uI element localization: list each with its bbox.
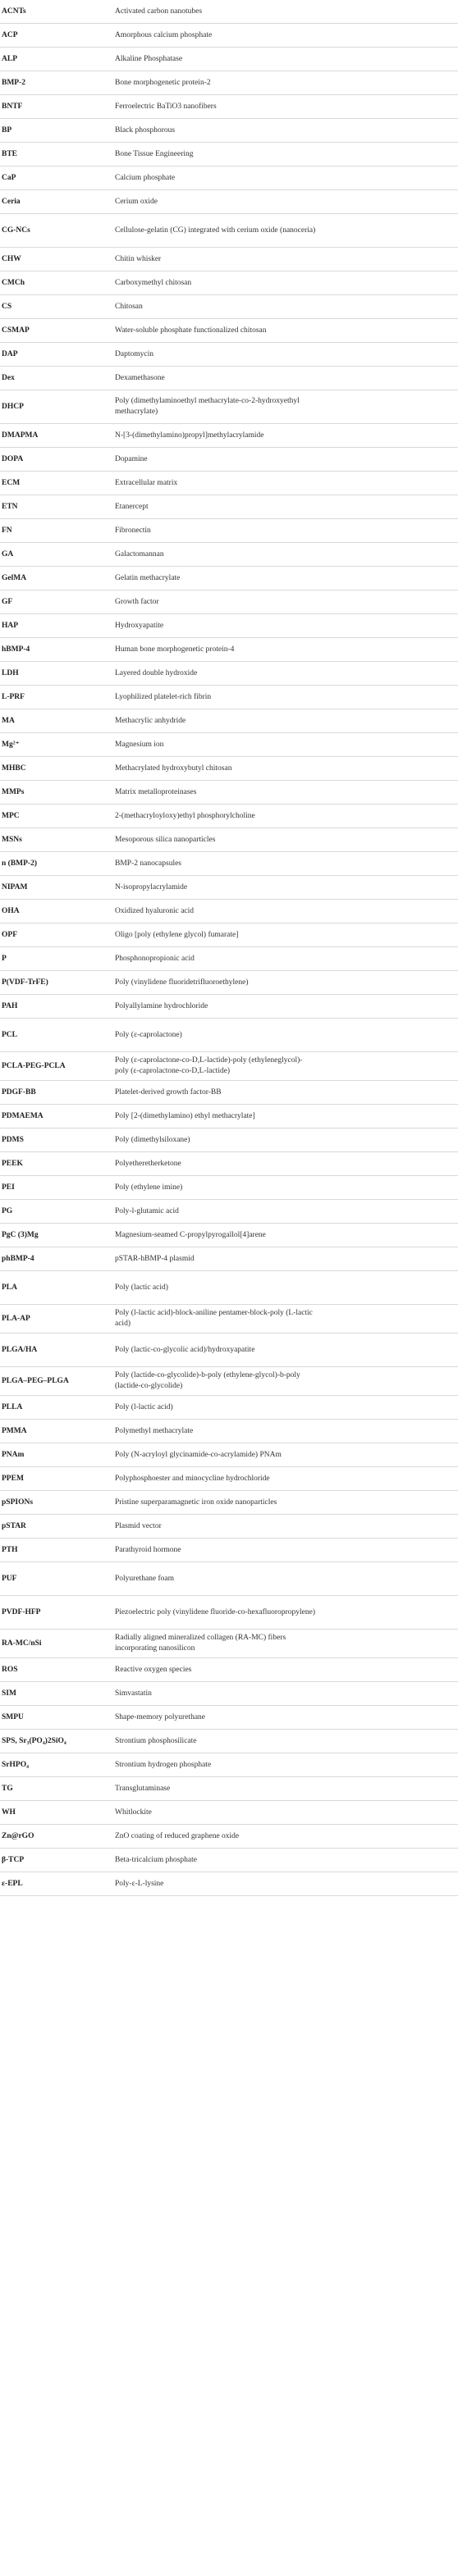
table-row	[0, 852, 458, 876]
definition-cell: Simvastatin	[115, 1689, 152, 1698]
definition-cell: Mesoporous silica nanoparticles	[115, 835, 216, 844]
table-row	[0, 1128, 458, 1152]
table-row	[0, 0, 458, 24]
abbreviation-cell: PTH	[2, 1545, 18, 1554]
definition-cell: Parathyroid hormone	[115, 1545, 181, 1554]
definition-cell: Black phosphorous	[115, 125, 176, 134]
table-row	[0, 543, 458, 567]
abbreviation-cell: BP	[2, 125, 12, 134]
table-row	[0, 519, 458, 543]
definition-cell: Poly (N-acryloyl glycinamide-co-acrylamide) PNAm	[115, 1450, 282, 1459]
definition-cell: Daptomycin	[115, 349, 153, 358]
abbreviation-cell: GelMA	[2, 573, 27, 582]
definition-cell: Strontium hydrogen phosphate	[115, 1760, 212, 1769]
table-row	[0, 1271, 458, 1305]
definition-cell: Poly (ε-caprolactone)	[115, 1030, 182, 1039]
definition-cell: ZnO coating of reduced graphene oxide	[115, 1831, 240, 1840]
table-row	[0, 1872, 458, 1896]
definition-cell: Poly (lactic-co-glycolic acid)/hydroxyapatite	[115, 1345, 255, 1354]
definition-cell: Phosphonopropionic acid	[115, 954, 195, 963]
abbreviation-cell: P	[2, 954, 7, 963]
abbreviation-cell: HAP	[2, 621, 19, 630]
definition-cell: Poly-l-glutamic acid	[115, 1206, 179, 1215]
definition-cell: Cerium oxide	[115, 197, 158, 206]
definition-cell: Plasmid vector	[115, 1521, 162, 1530]
abbreviation-cell: ALP	[2, 54, 17, 63]
abbreviation-cell: PDGF-BB	[2, 1087, 36, 1097]
abbreviation-cell: PAH	[2, 1001, 18, 1010]
table-row	[0, 71, 458, 95]
table-row	[0, 686, 458, 709]
definition-cell: Bone Tissue Engineering	[115, 149, 194, 158]
abbreviation-cell: PG	[2, 1206, 13, 1215]
definition-cell: Poly (dimethylaminoethyl methacrylate-co-2-hydroxyethyl methacrylate)	[115, 397, 300, 416]
abbreviation-cell: PgC (3)Mg	[2, 1230, 39, 1239]
definition-cell: Activated carbon nanotubes	[115, 7, 203, 16]
table-row	[0, 757, 458, 781]
table-row	[0, 1801, 458, 1825]
definition-cell: Poly (dimethylsiloxane)	[115, 1135, 190, 1144]
table-row	[0, 95, 458, 119]
table-row	[0, 567, 458, 590]
definition-cell: Poly (ε-caprolactone-co-D,L-lactide)-poly (ethyleneglycol)-poly (ε-caprolactone-co-D,L-lactide)	[115, 1056, 303, 1075]
definition-cell: Poly (lactide-co-glycolide)-b-poly (ethylene-glycol)-b-poly (lactide-co-glycolide)	[115, 1371, 300, 1390]
table-row	[0, 1152, 458, 1176]
definition-cell: Methacrylated hydroxybutyl chitosan	[115, 764, 232, 773]
abbreviation-cell: TG	[2, 1784, 13, 1793]
definition-cell: Poly [2-(dimethylamino) ethyl methacrylate]	[115, 1111, 255, 1120]
definition-cell: Etanercept	[115, 502, 149, 511]
abbreviation-cell: PLA	[2, 1283, 17, 1292]
abbreviation-cell: CMCh	[2, 278, 25, 287]
abbreviation-cell: SMPU	[2, 1712, 24, 1721]
abbreviation-cell: MMPs	[2, 787, 25, 796]
definition-cell: Platelet-derived growth factor-BB	[115, 1087, 222, 1097]
abbreviation-cell: RA-MC/nSi	[2, 1639, 42, 1648]
abbreviation-cell: PDMAEMA	[2, 1111, 44, 1120]
abbreviation-cell: LDH	[2, 668, 19, 677]
definition-cell: Poly (l-lactic acid)-block-aniline pentamer-block-poly (L-lactic acid)	[115, 1309, 313, 1328]
table-row	[0, 709, 458, 733]
table-row	[0, 24, 458, 48]
definition-cell: Dopamine	[115, 454, 148, 463]
abbreviation-cell: PMMA	[2, 1426, 27, 1435]
table-row	[0, 214, 458, 248]
definition-cell: Fibronectin	[115, 526, 151, 535]
abbreviation-cell: SIM	[2, 1689, 16, 1698]
table-row	[0, 590, 458, 614]
table-row	[0, 1515, 458, 1539]
table-row	[0, 367, 458, 390]
abbreviation-cell: PCLA-PEG-PCLA	[2, 1061, 66, 1070]
definition-cell: Extracellular matrix	[115, 478, 178, 487]
abbreviation-cell: PLA-AP	[2, 1314, 30, 1323]
abbreviation-cell: PUF	[2, 1574, 17, 1583]
table-row	[0, 343, 458, 367]
abbreviation-cell: Ceria	[2, 197, 21, 206]
table-row	[0, 1052, 458, 1081]
definition-cell: Oxidized hyaluronic acid	[115, 906, 195, 915]
table-row	[0, 1753, 458, 1777]
table-row	[0, 1443, 458, 1467]
definition-cell: Ferroelectric BaTiO3 nanofibers	[115, 102, 217, 111]
definition-cell: Layered double hydroxide	[115, 668, 198, 677]
table-row	[0, 1396, 458, 1420]
abbreviation-cell: ETN	[2, 502, 18, 511]
definition-cell: pSTAR-hBMP-4 plasmid	[115, 1254, 195, 1263]
abbreviation-cell: β-TCP	[2, 1855, 25, 1864]
abbreviation-cell: CaP	[2, 173, 16, 182]
table-row	[0, 828, 458, 852]
abbreviation-cell: BNTF	[2, 102, 23, 111]
definition-cell: Poly (lactic acid)	[115, 1283, 168, 1292]
table-row	[0, 1224, 458, 1247]
definition-cell: Dexamethasone	[115, 373, 165, 382]
definition-cell: BMP-2 nanocapsules	[115, 859, 182, 868]
table-row	[0, 1334, 458, 1367]
abbreviation-cell: ECM	[2, 478, 21, 487]
abbreviation-cell: DMAPMA	[2, 431, 39, 440]
table-row	[0, 295, 458, 319]
table-row	[0, 248, 458, 271]
table-row	[0, 190, 458, 214]
definition-cell: Poly (vinylidene fluoridetrifluoroethylene)	[115, 978, 249, 987]
table-row	[0, 805, 458, 828]
definition-cell: Bone morphogenetic protein-2	[115, 78, 211, 87]
table-row	[0, 876, 458, 900]
definition-cell: Polyurethane foam	[115, 1574, 175, 1583]
definition-cell: Beta-tricalcium phosphate	[115, 1855, 197, 1864]
abbreviation-cell: ROS	[2, 1665, 18, 1674]
abbreviation-cell: DAP	[2, 349, 18, 358]
abbreviation-cell: P(VDF-TrFE)	[2, 978, 48, 987]
abbreviation-cell: GF	[2, 597, 13, 606]
abbreviation-cell: SPS, Sr₃(PO₄)2SiO₄	[2, 1736, 66, 1745]
abbreviation-cell: L-PRF	[2, 692, 25, 701]
table-row	[0, 1706, 458, 1730]
table-row	[0, 1658, 458, 1682]
abbreviation-cell: NIPAM	[2, 882, 28, 891]
definition-cell: Alkaline Phosphatase	[115, 54, 183, 63]
abbreviation-cell: BTE	[2, 149, 18, 158]
definition-cell: Whitlockite	[115, 1808, 152, 1817]
abbreviation-cell: PEEK	[2, 1159, 23, 1168]
definition-cell: Oligo [poly (ethylene glycol) fumarate]	[115, 930, 239, 939]
abbreviation-cell: OHA	[2, 906, 20, 915]
definition-cell: Chitosan	[115, 302, 143, 311]
definition-cell: Cellulose-gelatin (CG) integrated with cerium oxide (nanoceria)	[115, 226, 316, 235]
table-row	[0, 1081, 458, 1105]
table-row	[0, 319, 458, 343]
table-row	[0, 1105, 458, 1128]
abbreviation-cell: WH	[2, 1808, 16, 1817]
table-row	[0, 662, 458, 686]
table-row	[0, 390, 458, 424]
table-row	[0, 1305, 458, 1334]
definition-cell: Human bone morphogenetic protein-4	[115, 645, 235, 654]
definition-cell: 2-(methacryloyloxy)ethyl phosphorylcholine	[115, 811, 255, 820]
abbreviation-cell: Zn@rGO	[2, 1831, 34, 1840]
definition-cell: Shape-memory polyurethane	[115, 1712, 206, 1721]
table-row	[0, 1491, 458, 1515]
definition-cell: Polyetheretherketone	[115, 1159, 181, 1168]
table-row	[0, 733, 458, 757]
table-row	[0, 638, 458, 662]
abbreviation-cell: SrHPO₄	[2, 1760, 29, 1769]
definition-cell: Water-soluble phosphate functionalized chitosan	[115, 326, 267, 335]
table-row	[0, 119, 458, 143]
abbreviation-cell: PLLA	[2, 1402, 23, 1411]
definition-cell: Amorphous calcium phosphate	[115, 30, 213, 39]
abbreviation-cell: FN	[2, 526, 12, 535]
definition-cell: Strontium phosphosilicate	[115, 1736, 197, 1745]
definition-cell: Methacrylic anhydride	[115, 716, 186, 725]
abbreviation-cell: CS	[2, 302, 12, 311]
table-row	[0, 143, 458, 166]
definition-cell: Gelatin methacrylate	[115, 573, 181, 582]
table-row	[0, 271, 458, 295]
abbreviation-cell: PLGA/HA	[2, 1345, 38, 1354]
table-row	[0, 614, 458, 638]
definition-cell: Calcium phosphate	[115, 173, 176, 182]
table-row	[0, 1200, 458, 1224]
table-row	[0, 1367, 458, 1396]
table-row	[0, 1849, 458, 1872]
table-row	[0, 923, 458, 947]
abbreviation-cell: PVDF-HFP	[2, 1607, 41, 1616]
abbreviation-cell: MA	[2, 716, 15, 725]
abbreviation-cell: ACNTs	[2, 7, 26, 16]
abbreviation-cell: GA	[2, 549, 14, 559]
definition-cell: Chitin whisker	[115, 254, 162, 263]
abbreviation-cell: Dex	[2, 373, 15, 382]
abbreviation-cell: PPEM	[2, 1474, 24, 1483]
table-row	[0, 1539, 458, 1562]
definition-cell: Reactive oxygen species	[115, 1665, 192, 1674]
abbreviation-cell: CSMAP	[2, 326, 30, 335]
abbreviation-cell: ACP	[2, 30, 18, 39]
table-row	[0, 1176, 458, 1200]
definition-cell: Growth factor	[115, 597, 159, 606]
definition-cell: Piezoelectric poly (vinylidene fluoride-co-hexafluoropropylene)	[115, 1607, 315, 1616]
abbreviation-cell: BMP-2	[2, 78, 26, 87]
table-row	[0, 1596, 458, 1630]
definition-cell: N-isopropylacrylamide	[115, 882, 188, 891]
definition-cell: Carboxymethyl chitosan	[115, 278, 192, 287]
abbreviation-cell: MHBC	[2, 764, 26, 773]
table-row	[0, 947, 458, 971]
abbreviation-cell: PLGA–PEG–PLGA	[2, 1376, 69, 1385]
table-row	[0, 1825, 458, 1849]
abbreviation-cell: PNAm	[2, 1450, 25, 1459]
definition-cell: Polymethyl methacrylate	[115, 1426, 194, 1435]
table-row	[0, 1777, 458, 1801]
table-row	[0, 1247, 458, 1271]
definition-cell: Magnesium-seamed C-propylpyrogallol[4]arene	[115, 1230, 266, 1239]
definition-cell: Radially aligned mineralized collagen (RA-MC) fibers incorporating nanosilicon	[115, 1634, 286, 1653]
abbreviation-cell: CG-NCs	[2, 226, 30, 235]
abbreviation-cell: pSPIONs	[2, 1498, 34, 1507]
abbreviation-cell: PEI	[2, 1183, 15, 1192]
table-row	[0, 495, 458, 519]
abbreviation-cell: PDMS	[2, 1135, 24, 1144]
abbreviation-cell: phBMP-4	[2, 1254, 34, 1263]
definition-cell: Hydroxyapatite	[115, 621, 164, 630]
abbreviation-cell: MPC	[2, 811, 20, 820]
table-row	[0, 448, 458, 472]
table-row	[0, 1630, 458, 1658]
definition-cell: Matrix metalloproteinases	[115, 787, 197, 796]
table-row	[0, 424, 458, 448]
table-row	[0, 1682, 458, 1706]
abbreviation-cell: ε-EPL	[2, 1879, 23, 1888]
abbreviation-cell: DOPA	[2, 454, 24, 463]
table-row	[0, 971, 458, 995]
table-row	[0, 1467, 458, 1491]
abbreviation-cell: Mg²⁺	[2, 740, 20, 749]
definition-cell: Poly (l-lactic acid)	[115, 1402, 173, 1411]
table-row	[0, 900, 458, 923]
definition-cell: Magnesium ion	[115, 740, 164, 749]
definition-cell: Transglutaminase	[115, 1784, 171, 1793]
definition-cell: Galactomannan	[115, 549, 164, 559]
table-row	[0, 48, 458, 71]
definition-cell: N-[3-(dimethylamino)propyl]methylacrylamide	[115, 431, 264, 440]
abbreviation-cell: CHW	[2, 254, 21, 263]
definition-cell: Poly-ε-L-lysine	[115, 1879, 164, 1888]
abbreviation-cell: MSNs	[2, 835, 22, 844]
table-row	[0, 1730, 458, 1753]
table-row	[0, 166, 458, 190]
abbreviation-cell: PCL	[2, 1030, 17, 1039]
table-row	[0, 472, 458, 495]
table-row	[0, 1562, 458, 1596]
definition-cell: Polyphosphoester and minocycline hydrochloride	[115, 1474, 270, 1483]
abbreviation-cell: hBMP-4	[2, 645, 30, 654]
table-row	[0, 995, 458, 1019]
table-row	[0, 1420, 458, 1443]
definition-cell: Polyallylamine hydrochloride	[115, 1001, 208, 1010]
definition-cell: Poly (ethylene imine)	[115, 1183, 183, 1192]
abbreviation-cell: DHCP	[2, 402, 24, 411]
abbreviation-cell: OPF	[2, 930, 17, 939]
abbreviation-cell: n (BMP-2)	[2, 859, 38, 868]
table-row	[0, 1019, 458, 1052]
definition-cell: Lyophilized platelet-rich fibrin	[115, 692, 212, 701]
table-row	[0, 781, 458, 805]
abbreviation-cell: pSTAR	[2, 1521, 26, 1530]
definition-cell: Pristine superparamagnetic iron oxide nanoparticles	[115, 1498, 277, 1507]
